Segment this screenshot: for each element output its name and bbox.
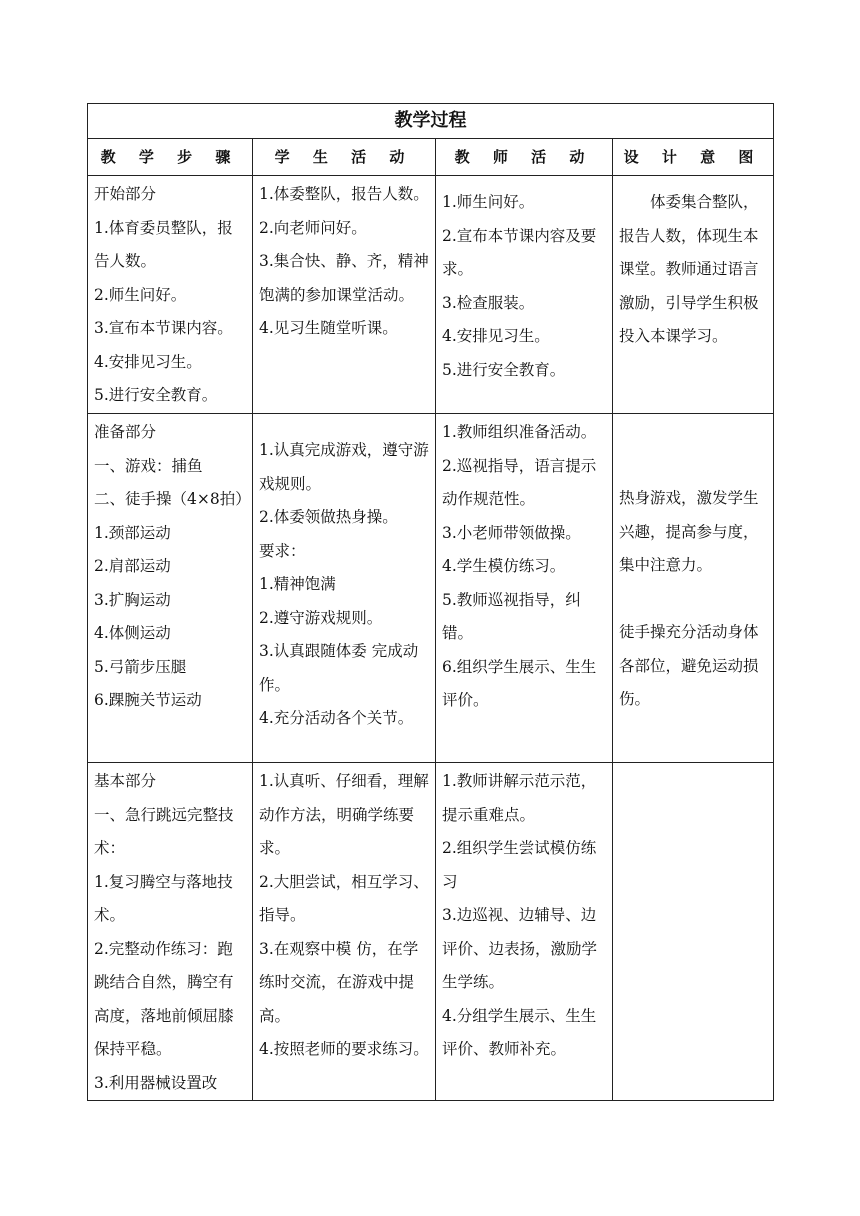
teacher-activity-cell (436, 176, 613, 414)
steps-cell (88, 176, 253, 414)
student-item: 1.体委整队，报告人数。 (259, 185, 429, 203)
teacher-activity-cell (436, 763, 613, 1101)
teacher-item: 1.师生问好。 (442, 193, 535, 211)
design-intent-cell (613, 176, 774, 414)
header-teacher-activity: 教 师 活 动 (436, 139, 613, 176)
teacher-item: 5.进行安全教育。 (442, 360, 566, 379)
title-row (88, 104, 774, 139)
section-title: 开始部分 (94, 185, 157, 203)
header-row (88, 139, 774, 176)
teacher-item: 2.组织学生尝试模仿练习 (442, 839, 597, 891)
header-design-intent: 设 计 意 图 (613, 139, 774, 176)
teacher-item: 3.检查服装。 (442, 293, 535, 312)
student-item: 1.精神饱满 (259, 575, 336, 593)
student-item: 1.认真听、仔细看，理解动作方法，明确学练要求。 (259, 772, 429, 857)
table-row-basic (88, 763, 774, 1101)
student-item: 3.认真跟随体委 完成动作。 (259, 642, 419, 694)
teacher-item: 2.巡视指导，语言提示动作规范性。 (442, 456, 597, 508)
section-title: 基本部分 (94, 772, 157, 790)
table-row-start (88, 176, 774, 414)
teacher-item: 3.边巡视、边辅导、边评价、边表扬，激励学生学练。 (442, 906, 598, 991)
step-item: 3.扩胸运动 (94, 590, 171, 609)
table-row-prep (88, 414, 774, 763)
steps-cell (88, 763, 253, 1101)
teacher-activity-cell (436, 414, 613, 763)
step-item: 6.踝腕关节运动 (94, 691, 202, 709)
student-item: 4.充分活动各个关节。 (259, 709, 414, 727)
student-activity-cell (253, 176, 436, 414)
step-item: 5.进行安全教育。 (94, 386, 218, 404)
student-item: 2.遵守游戏规则。 (259, 608, 383, 627)
step-item: 5.弓箭步压腿 (94, 657, 187, 676)
step-item: 1.体育委员整队，报告人数。 (94, 218, 233, 270)
step-item: 一、游戏：捕鱼 (94, 456, 203, 475)
teacher-item: 4.安排见习生。 (442, 327, 550, 345)
design-spacer (619, 583, 767, 617)
student-item: 2.大胆尝试，相互学习、指导。 (259, 872, 429, 924)
design-item: 体委集合整队，报告人数，体现生本课堂。教师通过语言激励，引导学生积极投入本课学习。 (619, 193, 759, 345)
student-item: 2.向老师问好。 (259, 218, 367, 237)
student-item: 2.体委领做热身操。 (259, 508, 398, 526)
step-item: 1.颈部运动 (94, 523, 171, 542)
student-item: 要求： (259, 541, 306, 560)
step-item: 2.肩部运动 (94, 557, 171, 575)
teacher-item: 4.分组学生展示、生生评价、教师补充。 (442, 1006, 597, 1058)
design-intent-cell (613, 414, 774, 763)
teacher-item: 6.组织学生展示、生生评价。 (442, 657, 597, 709)
step-item: 一、急行跳远完整技术： (94, 805, 234, 857)
design-item: 热身游戏，激发学生兴趣，提高参与度，集中注意力。 (619, 489, 759, 574)
student-activity-cell (253, 763, 436, 1101)
student-item: 4.见习生随堂听课。 (259, 319, 398, 337)
header-student-activity: 学 生 活 动 (253, 139, 436, 176)
teacher-item: 5.教师巡视指导，纠错。 (442, 590, 581, 642)
steps-cell (88, 414, 253, 763)
step-item: 4.安排见习生。 (94, 352, 202, 371)
step-item: 3.宣布本节课内容。 (94, 319, 233, 337)
teacher-item: 4.学生模仿练习。 (442, 557, 566, 575)
design-intent-cell (613, 763, 774, 1101)
teacher-item: 3.小老师带领做操。 (442, 523, 581, 542)
student-item: 4.按照老师的要求练习。 (259, 1040, 429, 1058)
header-steps: 教 学 步 骤 (88, 139, 253, 176)
design-item: 徒手操充分活动身体各部位，避免运动损伤。 (619, 623, 759, 708)
step-item: 1.复习腾空与落地技术。 (94, 872, 233, 924)
step-item: 4.体侧运动 (94, 624, 171, 642)
teacher-item: 2.宣布本节课内容及要求。 (442, 226, 597, 278)
step-item: 3.利用器械设置改 (94, 1073, 218, 1092)
section-title: 准备部分 (94, 423, 157, 441)
step-item: 2.完整动作练习：跑跳结合自然，腾空有高度，落地前倾屈膝保持平稳。 (94, 939, 234, 1058)
table-title: 教学过程 (88, 104, 774, 139)
student-item: 3.集合快、静、齐，精神饱满的参加课堂活动。 (259, 252, 429, 304)
step-item: 二、徒手操（4×8拍） (94, 490, 251, 508)
teacher-item: 1.教师讲解示范示范，提示重难点。 (442, 772, 597, 824)
student-activity-cell (253, 414, 436, 763)
student-item: 1.认真完成游戏，遵守游戏规则。 (259, 441, 429, 493)
teacher-item: 1.教师组织准备活动。 (442, 423, 597, 441)
teaching-process-table (87, 103, 774, 1101)
step-item: 2.师生问好。 (94, 285, 187, 304)
student-item: 3.在观察中模 仿，在学练时交流，在游戏中提高。 (259, 939, 419, 1025)
